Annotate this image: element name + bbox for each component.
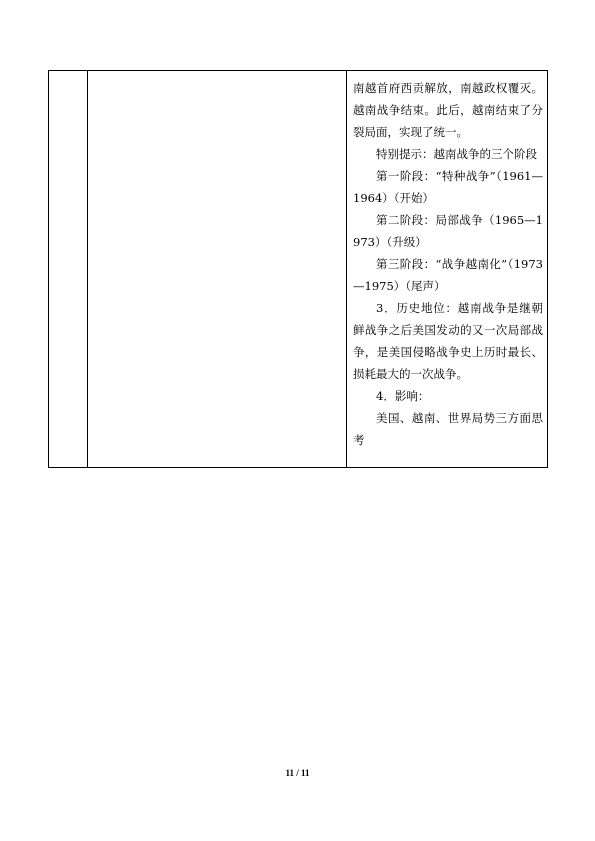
paragraph: 4．影响： (376, 389, 430, 403)
page-number: 11 / 11 (285, 768, 310, 778)
table-row (49, 71, 548, 468)
paragraph: 南越首府西贡解放，南越政权覆灭。越南战争结束。此后，越南结束了分裂局面，实现了统一。 (353, 81, 543, 139)
table-cell-left (49, 71, 88, 468)
cell-text-block (347, 71, 547, 451)
content-table (48, 70, 548, 468)
table-cell-right (347, 71, 548, 468)
paragraph: 3．历史地位：越南战争是继朝鲜战争之后美国发动的又一次局部战争，是美国侵略战争史上历时最长、损耗最大的一次战争。 (353, 301, 543, 381)
paragraph: 美国、越南、世界局势三方面思考 (353, 411, 543, 447)
table-cell-middle (88, 71, 347, 468)
paragraph: 第二阶段：局部战争（1965—1973）（升级） (353, 213, 543, 249)
paragraph: 第三阶段：“战争越南化”（1973—1975）（尾声） (353, 257, 543, 293)
paragraph: 第一阶段：“特种战争”（1961—1964）（开始） (353, 169, 543, 205)
paragraph: 特别提示：越南战争的三个阶段 (376, 147, 537, 161)
